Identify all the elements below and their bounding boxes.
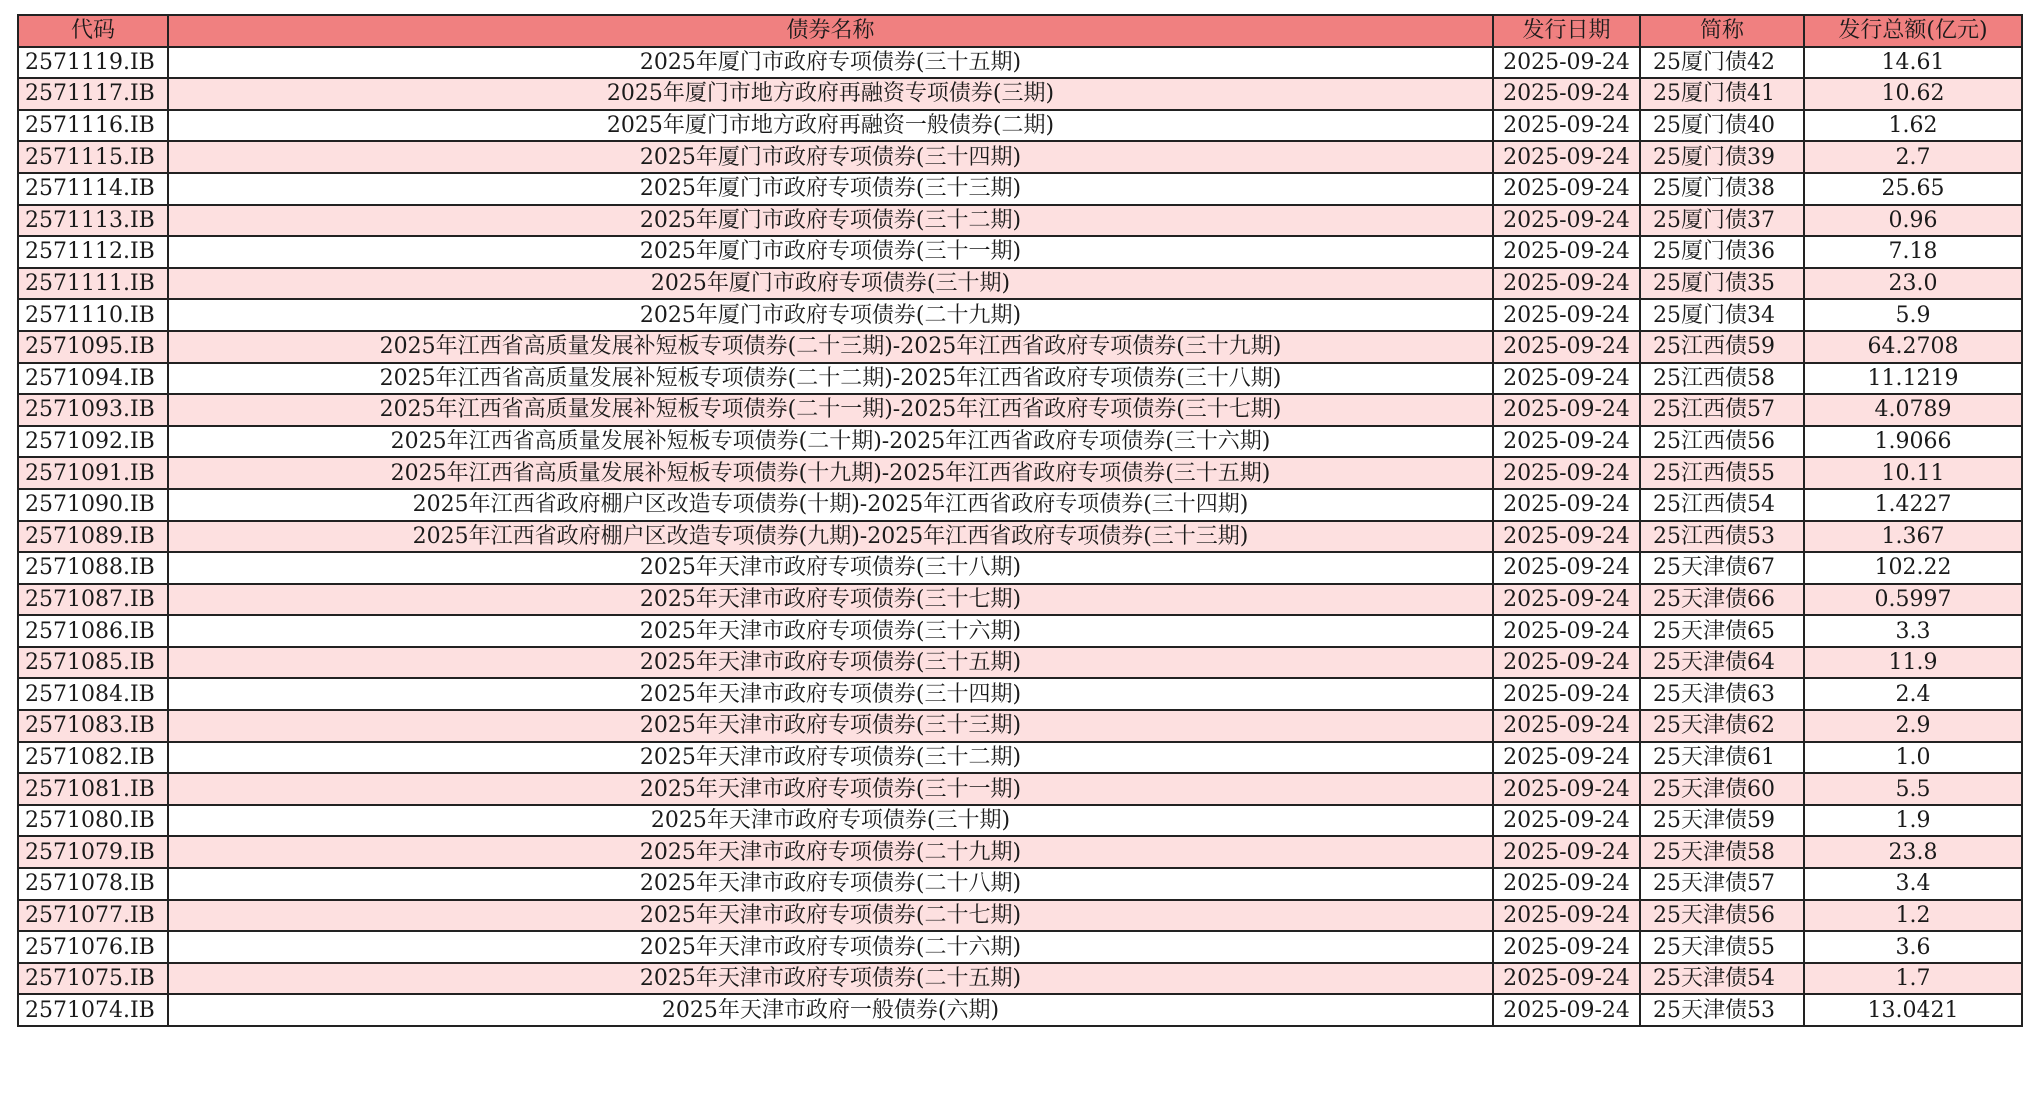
- cell-issue-date: 2025-09-24: [1493, 963, 1640, 995]
- cell-code: 2571093.IB: [18, 394, 168, 426]
- cell-bond-name: 2025年天津市政府专项债券(三十二期): [168, 742, 1493, 774]
- cell-issue-amount: 2.9: [1804, 710, 2022, 742]
- cell-issue-amount: 2.7: [1804, 141, 2022, 173]
- cell-issue-amount: 7.18: [1804, 236, 2022, 268]
- cell-issue-date: 2025-09-24: [1493, 363, 1640, 395]
- cell-code: 2571095.IB: [18, 331, 168, 363]
- cell-code: 2571111.IB: [18, 268, 168, 300]
- cell-code: 2571114.IB: [18, 173, 168, 205]
- cell-issue-amount: 5.5: [1804, 773, 2022, 805]
- header-short-name: 简称: [1640, 15, 1804, 47]
- cell-code: 2571089.IB: [18, 521, 168, 553]
- cell-issue-amount: 1.4227: [1804, 489, 2022, 521]
- cell-short-name: 25天津债66: [1640, 584, 1804, 616]
- cell-bond-name: 2025年厦门市政府专项债券(三十二期): [168, 205, 1493, 237]
- cell-bond-name: 2025年天津市政府专项债券(二十九期): [168, 836, 1493, 868]
- cell-bond-name: 2025年天津市政府专项债券(三十五期): [168, 647, 1493, 679]
- cell-bond-name: 2025年天津市政府专项债券(二十七期): [168, 900, 1493, 932]
- cell-bond-name: 2025年天津市政府专项债券(三十期): [168, 805, 1493, 837]
- table-row: [18, 931, 2022, 963]
- cell-code: 2571090.IB: [18, 489, 168, 521]
- cell-bond-name: 2025年天津市政府一般债券(六期): [168, 994, 1493, 1026]
- cell-short-name: 25天津债55: [1640, 931, 1804, 963]
- cell-short-name: 25厦门债34: [1640, 299, 1804, 331]
- cell-issue-date: 2025-09-24: [1493, 268, 1640, 300]
- header-issue-amount: 发行总额(亿元): [1804, 15, 2022, 47]
- cell-issue-amount: 10.11: [1804, 457, 2022, 489]
- table-row: [18, 773, 2022, 805]
- cell-code: 2571080.IB: [18, 805, 168, 837]
- table-row: [18, 363, 2022, 395]
- table-row: [18, 552, 2022, 584]
- cell-code: 2571086.IB: [18, 615, 168, 647]
- table-row: [18, 110, 2022, 142]
- cell-bond-name: 2025年江西省高质量发展补短板专项债券(二十二期)-2025年江西省政府专项债券(三十八期): [168, 363, 1493, 395]
- cell-code: 2571077.IB: [18, 900, 168, 932]
- cell-code: 2571091.IB: [18, 457, 168, 489]
- cell-issue-date: 2025-09-24: [1493, 205, 1640, 237]
- cell-issue-date: 2025-09-24: [1493, 552, 1640, 584]
- cell-bond-name: 2025年天津市政府专项债券(二十六期): [168, 931, 1493, 963]
- table-row: [18, 868, 2022, 900]
- cell-short-name: 25天津债60: [1640, 773, 1804, 805]
- cell-issue-amount: 1.9066: [1804, 426, 2022, 458]
- cell-issue-amount: 64.2708: [1804, 331, 2022, 363]
- cell-short-name: 25天津债58: [1640, 836, 1804, 868]
- cell-issue-date: 2025-09-24: [1493, 78, 1640, 110]
- cell-issue-amount: 1.2: [1804, 900, 2022, 932]
- cell-issue-date: 2025-09-24: [1493, 836, 1640, 868]
- cell-bond-name: 2025年厦门市政府专项债券(三十四期): [168, 141, 1493, 173]
- cell-issue-amount: 1.9: [1804, 805, 2022, 837]
- cell-issue-date: 2025-09-24: [1493, 994, 1640, 1026]
- cell-code: 2571083.IB: [18, 710, 168, 742]
- cell-bond-name: 2025年天津市政府专项债券(三十四期): [168, 678, 1493, 710]
- cell-issue-date: 2025-09-24: [1493, 931, 1640, 963]
- cell-bond-name: 2025年天津市政府专项债券(三十一期): [168, 773, 1493, 805]
- cell-issue-amount: 23.0: [1804, 268, 2022, 300]
- cell-issue-amount: 0.96: [1804, 205, 2022, 237]
- cell-issue-amount: 13.0421: [1804, 994, 2022, 1026]
- table-row: [18, 584, 2022, 616]
- cell-bond-name: 2025年天津市政府专项债券(三十八期): [168, 552, 1493, 584]
- cell-bond-name: 2025年天津市政府专项债券(二十八期): [168, 868, 1493, 900]
- cell-issue-amount: 1.62: [1804, 110, 2022, 142]
- cell-short-name: 25天津债57: [1640, 868, 1804, 900]
- cell-code: 2571112.IB: [18, 236, 168, 268]
- cell-issue-amount: 3.3: [1804, 615, 2022, 647]
- table-row: [18, 647, 2022, 679]
- cell-short-name: 25天津债63: [1640, 678, 1804, 710]
- cell-code: 2571117.IB: [18, 78, 168, 110]
- cell-code: 2571113.IB: [18, 205, 168, 237]
- cell-code: 2571087.IB: [18, 584, 168, 616]
- table-row: [18, 615, 2022, 647]
- cell-issue-amount: 25.65: [1804, 173, 2022, 205]
- cell-bond-name: 2025年厦门市政府专项债券(三十五期): [168, 47, 1493, 79]
- cell-issue-date: 2025-09-24: [1493, 678, 1640, 710]
- table-header-row: [18, 15, 2022, 47]
- cell-issue-date: 2025-09-24: [1493, 710, 1640, 742]
- cell-issue-date: 2025-09-24: [1493, 868, 1640, 900]
- table-row: [18, 394, 2022, 426]
- cell-short-name: 25天津债56: [1640, 900, 1804, 932]
- cell-bond-name: 2025年厦门市地方政府再融资一般债券(二期): [168, 110, 1493, 142]
- cell-code: 2571094.IB: [18, 363, 168, 395]
- cell-short-name: 25厦门债35: [1640, 268, 1804, 300]
- cell-short-name: 25江西债55: [1640, 457, 1804, 489]
- cell-issue-amount: 102.22: [1804, 552, 2022, 584]
- table-row: [18, 426, 2022, 458]
- table-row: [18, 457, 2022, 489]
- cell-issue-date: 2025-09-24: [1493, 521, 1640, 553]
- cell-bond-name: 2025年江西省高质量发展补短板专项债券(二十期)-2025年江西省政府专项债券(三十六期): [168, 426, 1493, 458]
- cell-issue-amount: 3.6: [1804, 931, 2022, 963]
- cell-code: 2571119.IB: [18, 47, 168, 79]
- cell-issue-date: 2025-09-24: [1493, 110, 1640, 142]
- table-row: [18, 805, 2022, 837]
- cell-issue-date: 2025-09-24: [1493, 742, 1640, 774]
- table-row: [18, 994, 2022, 1026]
- cell-short-name: 25江西债58: [1640, 363, 1804, 395]
- table-row: [18, 489, 2022, 521]
- cell-issue-amount: 14.61: [1804, 47, 2022, 79]
- cell-code: 2571085.IB: [18, 647, 168, 679]
- bond-table-container: [17, 14, 2021, 1027]
- cell-issue-date: 2025-09-24: [1493, 173, 1640, 205]
- cell-bond-name: 2025年厦门市政府专项债券(三十一期): [168, 236, 1493, 268]
- cell-issue-amount: 1.7: [1804, 963, 2022, 995]
- cell-code: 2571075.IB: [18, 963, 168, 995]
- cell-issue-date: 2025-09-24: [1493, 615, 1640, 647]
- cell-code: 2571110.IB: [18, 299, 168, 331]
- table-row: [18, 47, 2022, 79]
- cell-issue-amount: 11.1219: [1804, 363, 2022, 395]
- cell-code: 2571079.IB: [18, 836, 168, 868]
- cell-issue-amount: 4.0789: [1804, 394, 2022, 426]
- cell-issue-date: 2025-09-24: [1493, 457, 1640, 489]
- cell-bond-name: 2025年江西省政府棚户区改造专项债券(九期)-2025年江西省政府专项债券(三十三期): [168, 521, 1493, 553]
- cell-code: 2571078.IB: [18, 868, 168, 900]
- cell-issue-date: 2025-09-24: [1493, 805, 1640, 837]
- cell-code: 2571115.IB: [18, 141, 168, 173]
- cell-issue-amount: 1.367: [1804, 521, 2022, 553]
- cell-issue-date: 2025-09-24: [1493, 47, 1640, 79]
- cell-bond-name: 2025年天津市政府专项债券(三十三期): [168, 710, 1493, 742]
- cell-short-name: 25天津债65: [1640, 615, 1804, 647]
- table-row: [18, 78, 2022, 110]
- cell-short-name: 25厦门债40: [1640, 110, 1804, 142]
- cell-short-name: 25厦门债42: [1640, 47, 1804, 79]
- cell-bond-name: 2025年厦门市政府专项债券(三十期): [168, 268, 1493, 300]
- cell-short-name: 25江西债54: [1640, 489, 1804, 521]
- cell-issue-amount: 10.62: [1804, 78, 2022, 110]
- header-bond-name: 债券名称: [168, 15, 1493, 47]
- cell-bond-name: 2025年江西省高质量发展补短板专项债券(二十三期)-2025年江西省政府专项债券(三十九期): [168, 331, 1493, 363]
- cell-issue-date: 2025-09-24: [1493, 584, 1640, 616]
- table-row: [18, 173, 2022, 205]
- cell-issue-date: 2025-09-24: [1493, 773, 1640, 805]
- cell-issue-date: 2025-09-24: [1493, 900, 1640, 932]
- cell-short-name: 25厦门债37: [1640, 205, 1804, 237]
- table-row: [18, 331, 2022, 363]
- table-row: [18, 900, 2022, 932]
- table-row: [18, 963, 2022, 995]
- cell-short-name: 25天津债59: [1640, 805, 1804, 837]
- cell-bond-name: 2025年厦门市政府专项债券(二十九期): [168, 299, 1493, 331]
- cell-code: 2571088.IB: [18, 552, 168, 584]
- cell-bond-name: 2025年天津市政府专项债券(二十五期): [168, 963, 1493, 995]
- cell-short-name: 25厦门债38: [1640, 173, 1804, 205]
- cell-issue-date: 2025-09-24: [1493, 489, 1640, 521]
- cell-code: 2571076.IB: [18, 931, 168, 963]
- cell-code: 2571116.IB: [18, 110, 168, 142]
- cell-issue-amount: 23.8: [1804, 836, 2022, 868]
- cell-issue-amount: 0.5997: [1804, 584, 2022, 616]
- cell-code: 2571074.IB: [18, 994, 168, 1026]
- cell-code: 2571082.IB: [18, 742, 168, 774]
- table-row: [18, 236, 2022, 268]
- cell-short-name: 25天津债61: [1640, 742, 1804, 774]
- table-row: [18, 141, 2022, 173]
- cell-short-name: 25天津债64: [1640, 647, 1804, 679]
- cell-short-name: 25江西债59: [1640, 331, 1804, 363]
- cell-short-name: 25厦门债36: [1640, 236, 1804, 268]
- cell-short-name: 25天津债54: [1640, 963, 1804, 995]
- header-issue-date: 发行日期: [1493, 15, 1640, 47]
- cell-issue-date: 2025-09-24: [1493, 394, 1640, 426]
- cell-code: 2571081.IB: [18, 773, 168, 805]
- cell-issue-amount: 1.0: [1804, 742, 2022, 774]
- cell-short-name: 25厦门债41: [1640, 78, 1804, 110]
- cell-issue-amount: 11.9: [1804, 647, 2022, 679]
- cell-short-name: 25厦门债39: [1640, 141, 1804, 173]
- cell-bond-name: 2025年天津市政府专项债券(三十六期): [168, 615, 1493, 647]
- table-row: [18, 268, 2022, 300]
- cell-issue-amount: 3.4: [1804, 868, 2022, 900]
- cell-bond-name: 2025年天津市政府专项债券(三十七期): [168, 584, 1493, 616]
- cell-issue-amount: 2.4: [1804, 678, 2022, 710]
- cell-issue-date: 2025-09-24: [1493, 426, 1640, 458]
- table-row: [18, 299, 2022, 331]
- cell-short-name: 25江西债57: [1640, 394, 1804, 426]
- cell-issue-date: 2025-09-24: [1493, 141, 1640, 173]
- cell-short-name: 25江西债56: [1640, 426, 1804, 458]
- table-row: [18, 521, 2022, 553]
- cell-issue-date: 2025-09-24: [1493, 647, 1640, 679]
- table-row: [18, 742, 2022, 774]
- cell-short-name: 25江西债53: [1640, 521, 1804, 553]
- cell-short-name: 25天津债53: [1640, 994, 1804, 1026]
- table-row: [18, 710, 2022, 742]
- cell-issue-date: 2025-09-24: [1493, 236, 1640, 268]
- cell-bond-name: 2025年厦门市地方政府再融资专项债券(三期): [168, 78, 1493, 110]
- table-row: [18, 836, 2022, 868]
- table-row: [18, 205, 2022, 237]
- cell-bond-name: 2025年江西省高质量发展补短板专项债券(十九期)-2025年江西省政府专项债券(三十五期): [168, 457, 1493, 489]
- cell-short-name: 25天津债62: [1640, 710, 1804, 742]
- cell-code: 2571084.IB: [18, 678, 168, 710]
- cell-issue-date: 2025-09-24: [1493, 331, 1640, 363]
- table-row: [18, 678, 2022, 710]
- bond-issuance-table: [17, 14, 2023, 1027]
- table-body: [18, 47, 2022, 1026]
- cell-bond-name: 2025年江西省高质量发展补短板专项债券(二十一期)-2025年江西省政府专项债券(三十七期): [168, 394, 1493, 426]
- header-code: 代码: [18, 15, 168, 47]
- cell-code: 2571092.IB: [18, 426, 168, 458]
- cell-issue-date: 2025-09-24: [1493, 299, 1640, 331]
- cell-short-name: 25天津债67: [1640, 552, 1804, 584]
- cell-bond-name: 2025年江西省政府棚户区改造专项债券(十期)-2025年江西省政府专项债券(三十四期): [168, 489, 1493, 521]
- cell-issue-amount: 5.9: [1804, 299, 2022, 331]
- cell-bond-name: 2025年厦门市政府专项债券(三十三期): [168, 173, 1493, 205]
